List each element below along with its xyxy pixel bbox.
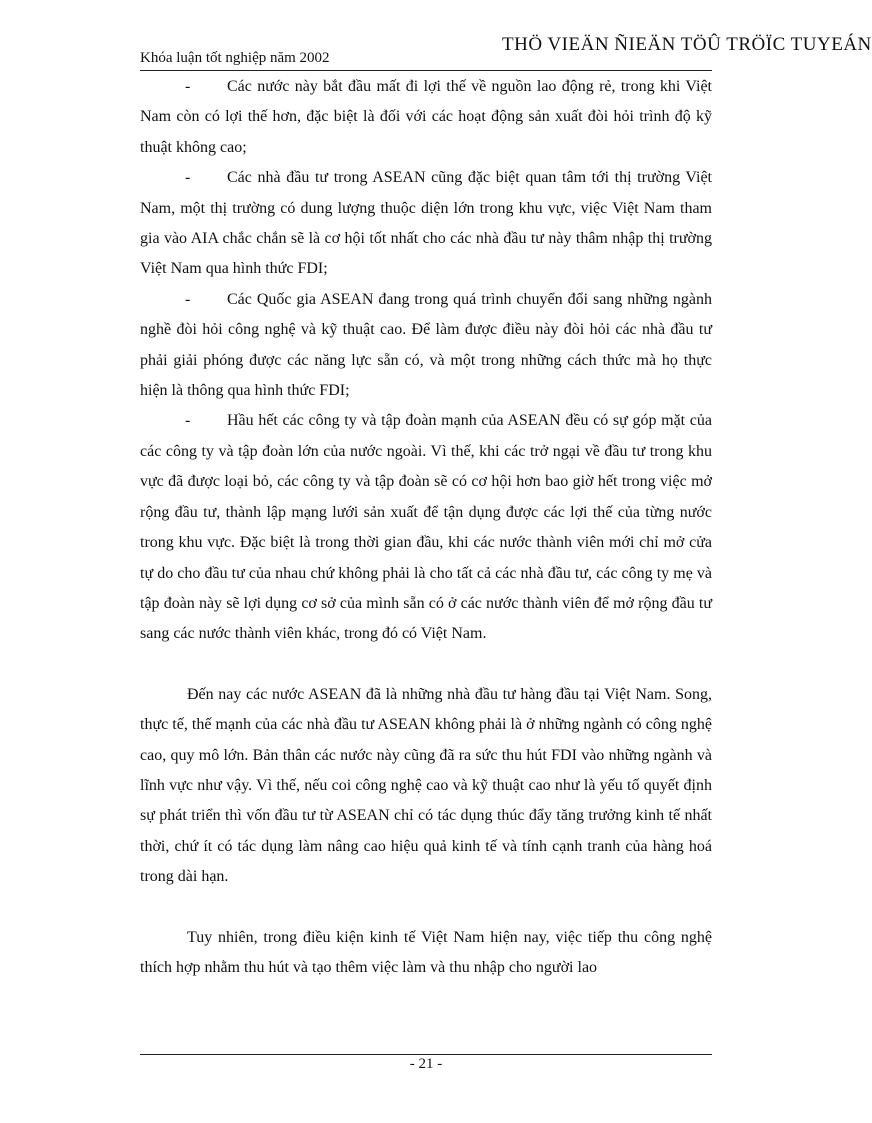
bullet-item (140, 163, 712, 285)
header-library-name: THÖ VIEÄN ÑIEÄN TÖÛ TRÖÏC TUYEÁN (502, 34, 872, 55)
page-number: - 21 - (409, 1056, 443, 1072)
bullet-text: Hầu hết các công ty và tập đoàn mạnh của ASEAN đều có sự góp mặt của các công ty và tập đoàn lớn của nước ngoài. Vì thế, khi các trở ngại về đầu tư trong khu vực đã được loại bỏ, các công ty và tập đoàn sẽ có cơ hội hơn bao giờ hết trong việc mở rộng đầu tư, thành lập mạng lưới sản xuất để tận dụng được các lợi thế của từng nước trong khu vực. Đặc biệt là trong thời gian đầu, khi các nước thành viên mới chỉ mở cửa tự do cho đầu tư của nhau chứ không phải là cho tất cả các nhà đầu tư, các công ty mẹ và tập đoàn này sẽ lợi dụng cơ sở của mình sẵn có ở các nước thành viên để mở rộng đầu tư sang các nước thành viên khác, trong đó có Việt Nam. (140, 412, 712, 643)
bullet-text: Các nhà đầu tư trong ASEAN cũng đặc biệt quan tâm tới thị trường Việt Nam, một thị trường có dung lượng thuộc diện lớn trong khu vực, việc Việt Nam tham gia vào AIA chắc chắn sẽ là cơ hội tốt nhất cho các nhà đầu tư này thâm nhập thị trường Việt Nam qua hình thức FDI; (140, 169, 712, 278)
bullet-text: Các Quốc gia ASEAN đang trong quá trình chuyển đổi sang những ngành nghề đòi hỏi công nghệ và kỹ thuật cao. Để làm được điều này đòi hỏi các nhà đầu tư phải giải phóng được các năng lực sẵn có, và một trong những cách thức mà họ thực hiện là thông qua hình thức FDI; (140, 290, 712, 400)
bullet-item (140, 72, 712, 163)
bullet-dash: - (185, 412, 191, 430)
bullet-item (140, 406, 712, 649)
page-body (140, 72, 712, 983)
bullet-dash: - (185, 290, 191, 308)
footer-divider (140, 1054, 712, 1055)
header-thesis-title: Khóa luận tốt nghiệp năm 2002 (140, 50, 330, 66)
bullet-dash: - (185, 169, 191, 187)
bullet-item (140, 285, 712, 407)
header-divider (140, 70, 712, 71)
body-paragraph: Tuy nhiên, trong điều kiện kinh tế Việt Nam hiện nay, việc tiếp thu công nghệ thích hợp nhằm thu hút và tạo thêm việc làm và thu nhập cho người lao (140, 928, 712, 976)
paragraph-gap (140, 650, 712, 680)
body-paragraph: Đến nay các nước ASEAN đã là những nhà đầu tư hàng đầu tại Việt Nam. Song, thực tế, thế mạnh của các nhà đầu tư ASEAN không phải là ở những ngành có công nghệ cao, quy mô lớn. Bản thân các nước này cũng đã ra sức thu hút FDI vào những ngành và lĩnh vực như vậy. Vì thế, nếu coi công nghệ cao và kỹ thuật cao như là yếu tố quyết định sự phát triển thì vốn đầu tư từ ASEAN chỉ có tác dụng thúc đẩy tăng trưởng kinh tế nhất thời, chứ ít có tác dụng làm nâng cao hiệu quả kinh tế và tính cạnh tranh của hàng hoá trong dài hạn. (140, 685, 712, 886)
paragraph-gap (140, 893, 712, 923)
bullet-text: Các nước này bắt đầu mất đi lợi thế về nguồn lao động rẻ, trong khi Việt Nam còn có lợi thế hơn, đặc biệt là đối với các hoạt động sản xuất đòi hỏi trình độ kỹ thuật không cao; (140, 78, 712, 156)
bullet-dash: - (185, 78, 191, 95)
